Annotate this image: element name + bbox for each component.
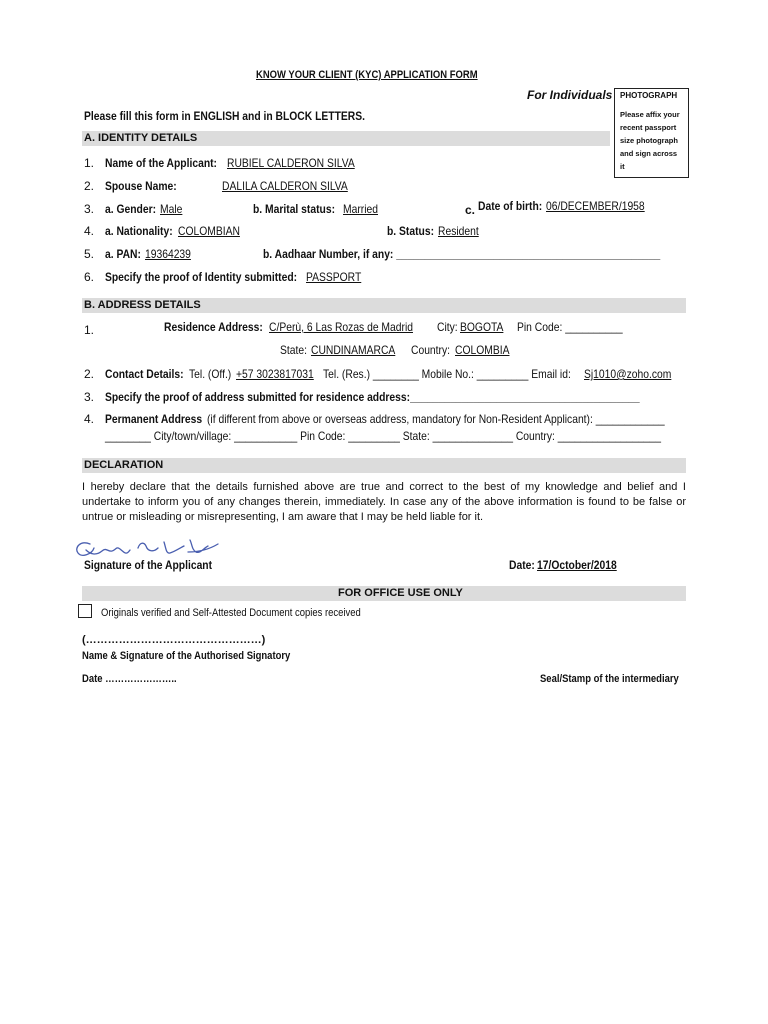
section-address-bar bbox=[82, 298, 686, 313]
residence-address-label: Residence Address: bbox=[164, 320, 263, 334]
identity-num-2: 2. bbox=[84, 179, 95, 193]
dob-label: Date of birth: bbox=[478, 199, 543, 213]
identity-num-1: 1. bbox=[84, 156, 95, 170]
section-office-title: FOR OFFICE USE ONLY bbox=[338, 587, 463, 599]
status-label: b. Status: bbox=[387, 224, 435, 238]
declaration-text: I hereby declare that the details furnished above are true and correct to the best of my knowledge and belief and I undertake to inform you of any changes therein, immediately. In case any of the above information is found to be false or untrue or misleading or misrepresenting, I am aware that I may be held liable for it. bbox=[82, 481, 686, 523]
form-instruction: Please fill this form in ENGLISH and in BLOCK LETTERS. bbox=[84, 109, 365, 123]
address-num-1: 1. bbox=[84, 323, 95, 337]
section-identity-bar bbox=[82, 131, 610, 146]
authorised-signatory-label: Name & Signature of the Authorised Signatory bbox=[82, 650, 291, 662]
gender-label: a. Gender: bbox=[105, 202, 157, 216]
marital-status-label: b. Marital status: bbox=[253, 202, 336, 216]
status-value[interactable]: Resident bbox=[438, 224, 479, 238]
dob-prefix: c. bbox=[465, 203, 476, 217]
identity-num-5: 5. bbox=[84, 247, 95, 261]
originals-verified-checkbox[interactable] bbox=[78, 604, 92, 618]
identity-proof-label: Specify the proof of Identity submitted: bbox=[105, 270, 298, 284]
photograph-title: PHOTOGRAPH bbox=[620, 91, 678, 100]
pan-label: a. PAN: bbox=[105, 247, 141, 261]
permanent-address-label: Permanent Address bbox=[105, 412, 203, 426]
city-label: City: bbox=[437, 320, 458, 334]
section-address-title: B. ADDRESS DETAILS bbox=[84, 299, 201, 311]
email-value[interactable]: Sj1010@zoho.com bbox=[584, 367, 672, 381]
address-num-2: 2. bbox=[84, 367, 95, 381]
permanent-address-line2[interactable]: ________ City/town/village: ___________ Pin Code: _________ State: ______________ Country: __________________ bbox=[105, 429, 662, 443]
date-value[interactable]: 17/October/2018 bbox=[537, 558, 617, 572]
identity-proof-value[interactable]: PASSPORT bbox=[306, 270, 362, 284]
state-value[interactable]: CUNDINAMARCA bbox=[311, 343, 396, 357]
address-num-4: 4. bbox=[84, 412, 95, 426]
spouse-name-label: Spouse Name: bbox=[105, 179, 177, 193]
date-label: Date: bbox=[509, 558, 535, 572]
address-num-3: 3. bbox=[84, 390, 95, 404]
identity-num-3: 3. bbox=[84, 202, 95, 216]
signature-label: Signature of the Applicant bbox=[84, 558, 213, 572]
photograph-box[interactable] bbox=[614, 88, 689, 178]
gender-value[interactable]: Male bbox=[160, 202, 183, 216]
applicant-name-value[interactable]: RUBIEL CALDERON SILVA bbox=[227, 156, 355, 170]
applicant-name-label: Name of the Applicant: bbox=[105, 156, 218, 170]
seal-stamp-label: Seal/Stamp of the intermediary bbox=[540, 673, 679, 685]
section-declaration-title: DECLARATION bbox=[84, 459, 164, 471]
form-subtitle: For Individuals bbox=[527, 88, 613, 102]
section-office-bar bbox=[82, 586, 686, 601]
spouse-name-value[interactable]: DALILA CALDERON SILVA bbox=[222, 179, 348, 193]
identity-num-6: 6. bbox=[84, 270, 95, 284]
identity-num-4: 4. bbox=[84, 224, 95, 238]
tel-res-mobile-label[interactable]: Tel. (Res.) ________ Mobile No.: _________ Email id: bbox=[323, 367, 571, 381]
tel-office-value[interactable]: +57 3023817031 bbox=[236, 367, 314, 381]
nationality-label: a. Nationality: bbox=[105, 224, 173, 238]
dob-value[interactable]: 06/DECEMBER/1958 bbox=[546, 199, 645, 213]
section-declaration-bar bbox=[82, 458, 686, 473]
tel-office-label: Tel. (Off.) bbox=[189, 367, 232, 381]
contact-details-label: Contact Details: bbox=[105, 367, 184, 381]
pin-code-label[interactable]: Pin Code: __________ bbox=[517, 320, 623, 334]
signatory-dots: (…………………………………………) bbox=[82, 634, 266, 646]
aadhaar-label[interactable]: b. Aadhaar Number, if any: ______________________________________________ bbox=[263, 247, 661, 261]
city-value[interactable]: BOGOTA bbox=[460, 320, 504, 334]
nationality-value[interactable]: COLOMBIAN bbox=[178, 224, 240, 238]
section-identity-title: A. IDENTITY DETAILS bbox=[84, 132, 198, 144]
state-label: State: bbox=[280, 343, 307, 357]
marital-status-value[interactable]: Married bbox=[343, 202, 378, 216]
country-value[interactable]: COLOMBIA bbox=[455, 343, 510, 357]
office-date-label[interactable]: Date ………………….. bbox=[82, 673, 177, 685]
form-title: KNOW YOUR CLIENT (KYC) APPLICATION FORM bbox=[256, 69, 478, 81]
country-label: Country: bbox=[411, 343, 451, 357]
pan-value[interactable]: 19364239 bbox=[145, 247, 191, 261]
originals-verified-label: Originals verified and Self-Attested Document copies received bbox=[101, 607, 361, 619]
address-proof-label[interactable]: Specify the proof of address submitted for residence address:________________________________________ bbox=[105, 390, 640, 404]
permanent-address-note[interactable]: (if different from above or overseas address, mandatory for Non-Resident Applicant): ____________ bbox=[207, 412, 665, 426]
photograph-instructions: Please affix your recent passport size photograph and sign across it bbox=[620, 110, 680, 171]
residence-address-value[interactable]: C/Perù, 6 Las Rozas de Madrid bbox=[269, 320, 413, 334]
